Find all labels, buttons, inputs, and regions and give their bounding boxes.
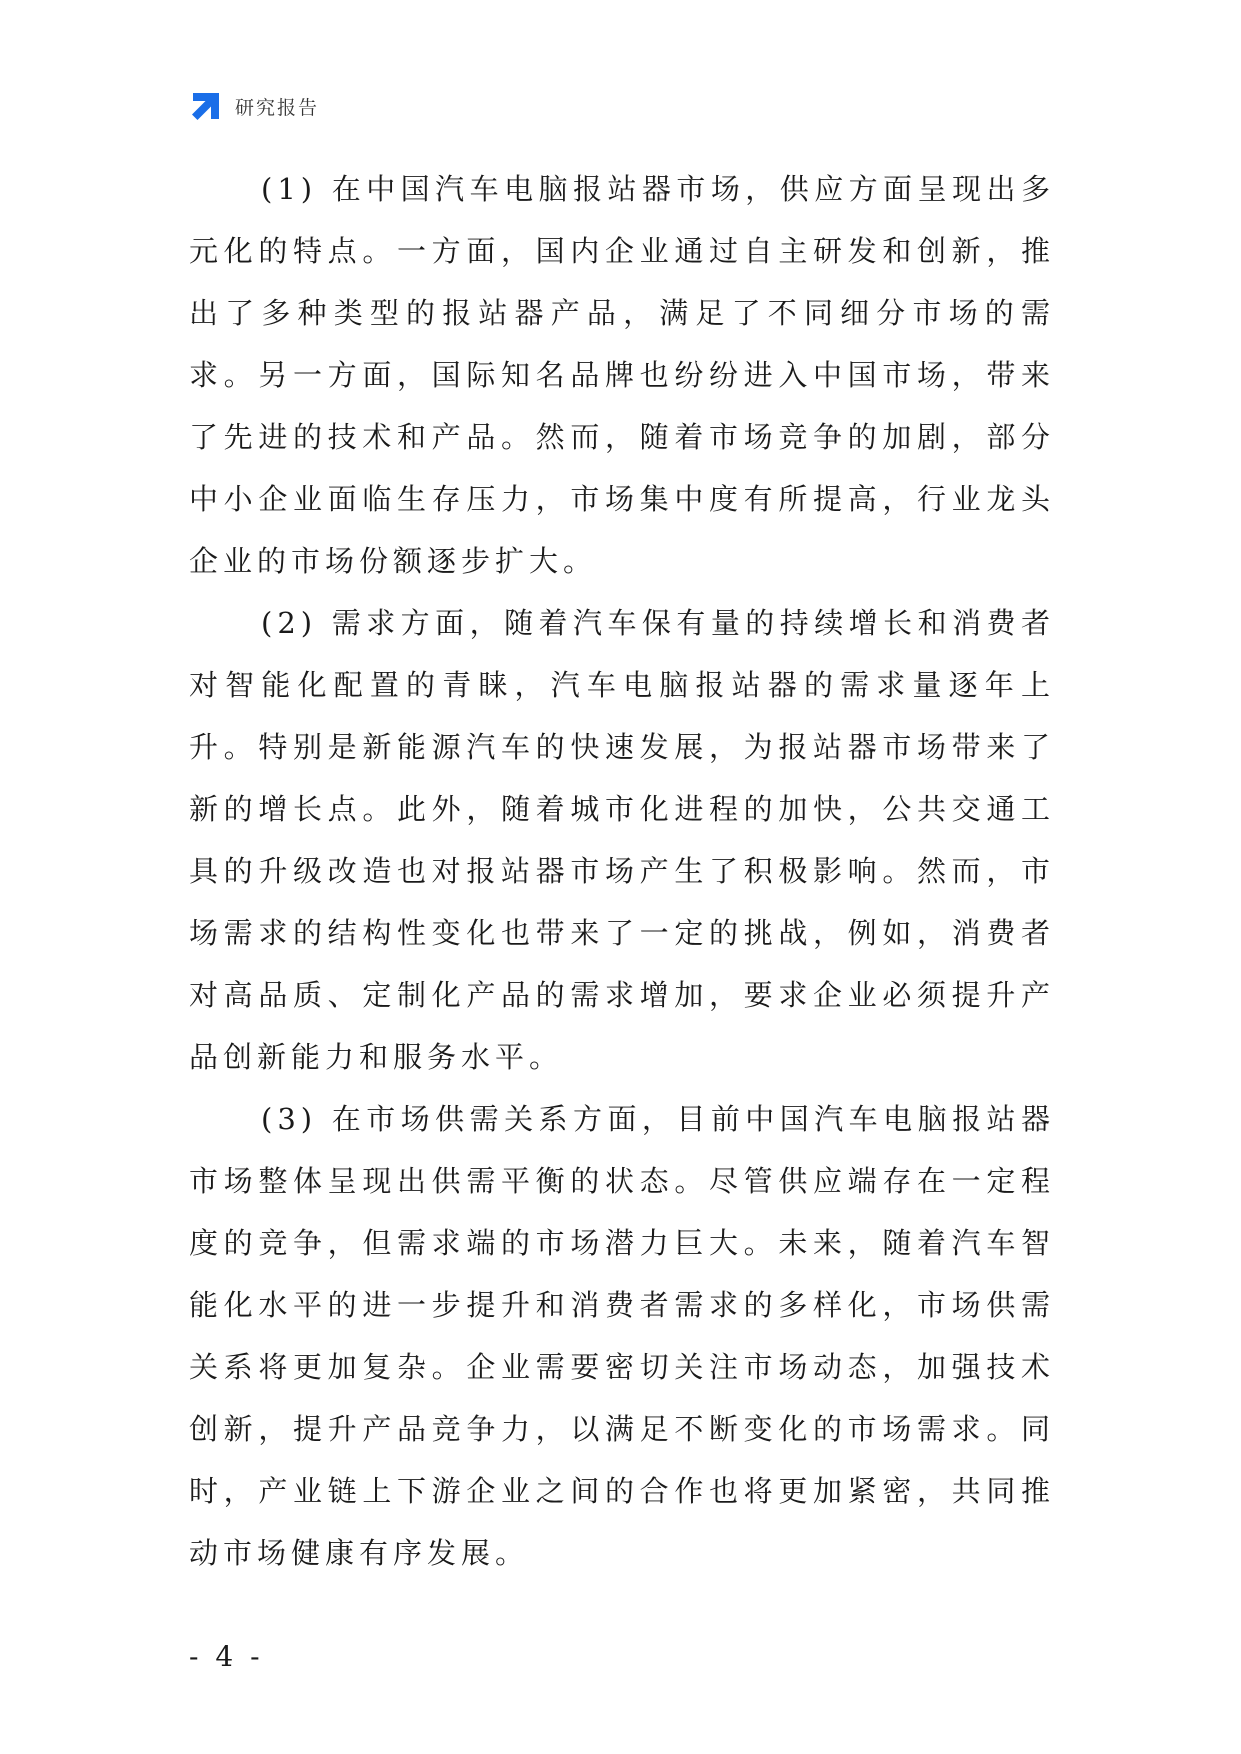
- paragraph-2: (2) 需求方面，随着汽车保有量的持续增长和消费者对智能化配置的青睐，汽车电脑报站器的需求量逐年上升。特别是新能源汽车的快速发展，为报站器市场带来了新的增长点。此外，随着城市化进程的加快，公共交通工具的升级改造也对报站器市场产生了积极影响。然而，市场需求的结构性变化也带来了一定的挑战，例如，消费者对高品质、定制化产品的需求增加，要求企业必须提升产品创新能力和服务水平。: [189, 606, 1055, 1074]
- document-body: [189, 158, 1055, 1584]
- paragraph-3: (3) 在市场供需关系方面，目前中国汽车电脑报站器市场整体呈现出供需平衡的状态。尽管供应端存在一定程度的竞争，但需求端的市场潜力巨大。未来，随着汽车智能化水平的进一步提升和消费者需求的多样化，市场供需关系将更加复杂。企业需要密切关注市场动态，加强技术创新，提升产品竞争力，以满足不断变化的市场需求。同时，产业链上下游企业之间的合作也将更加紧密，共同推动市场健康有序发展。: [189, 1102, 1055, 1570]
- arrow-up-right-icon: [189, 89, 223, 123]
- paragraph-1: (1) 在中国汽车电脑报站器市场，供应方面呈现出多元化的特点。一方面，国内企业通过自主研发和创新，推出了多种类型的报站器产品，满足了不同细分市场的需求。另一方面，国际知名品牌也纷纷进入中国市场，带来了先进的技术和产品。然而，随着市场竞争的加剧，部分中小企业面临生存压力，市场集中度有所提高，行业龙头企业的市场份额逐步扩大。: [189, 172, 1055, 578]
- page-number: - 4 -: [189, 1640, 264, 1673]
- header-title: 研究报告: [235, 96, 320, 119]
- page-header: [189, 88, 319, 124]
